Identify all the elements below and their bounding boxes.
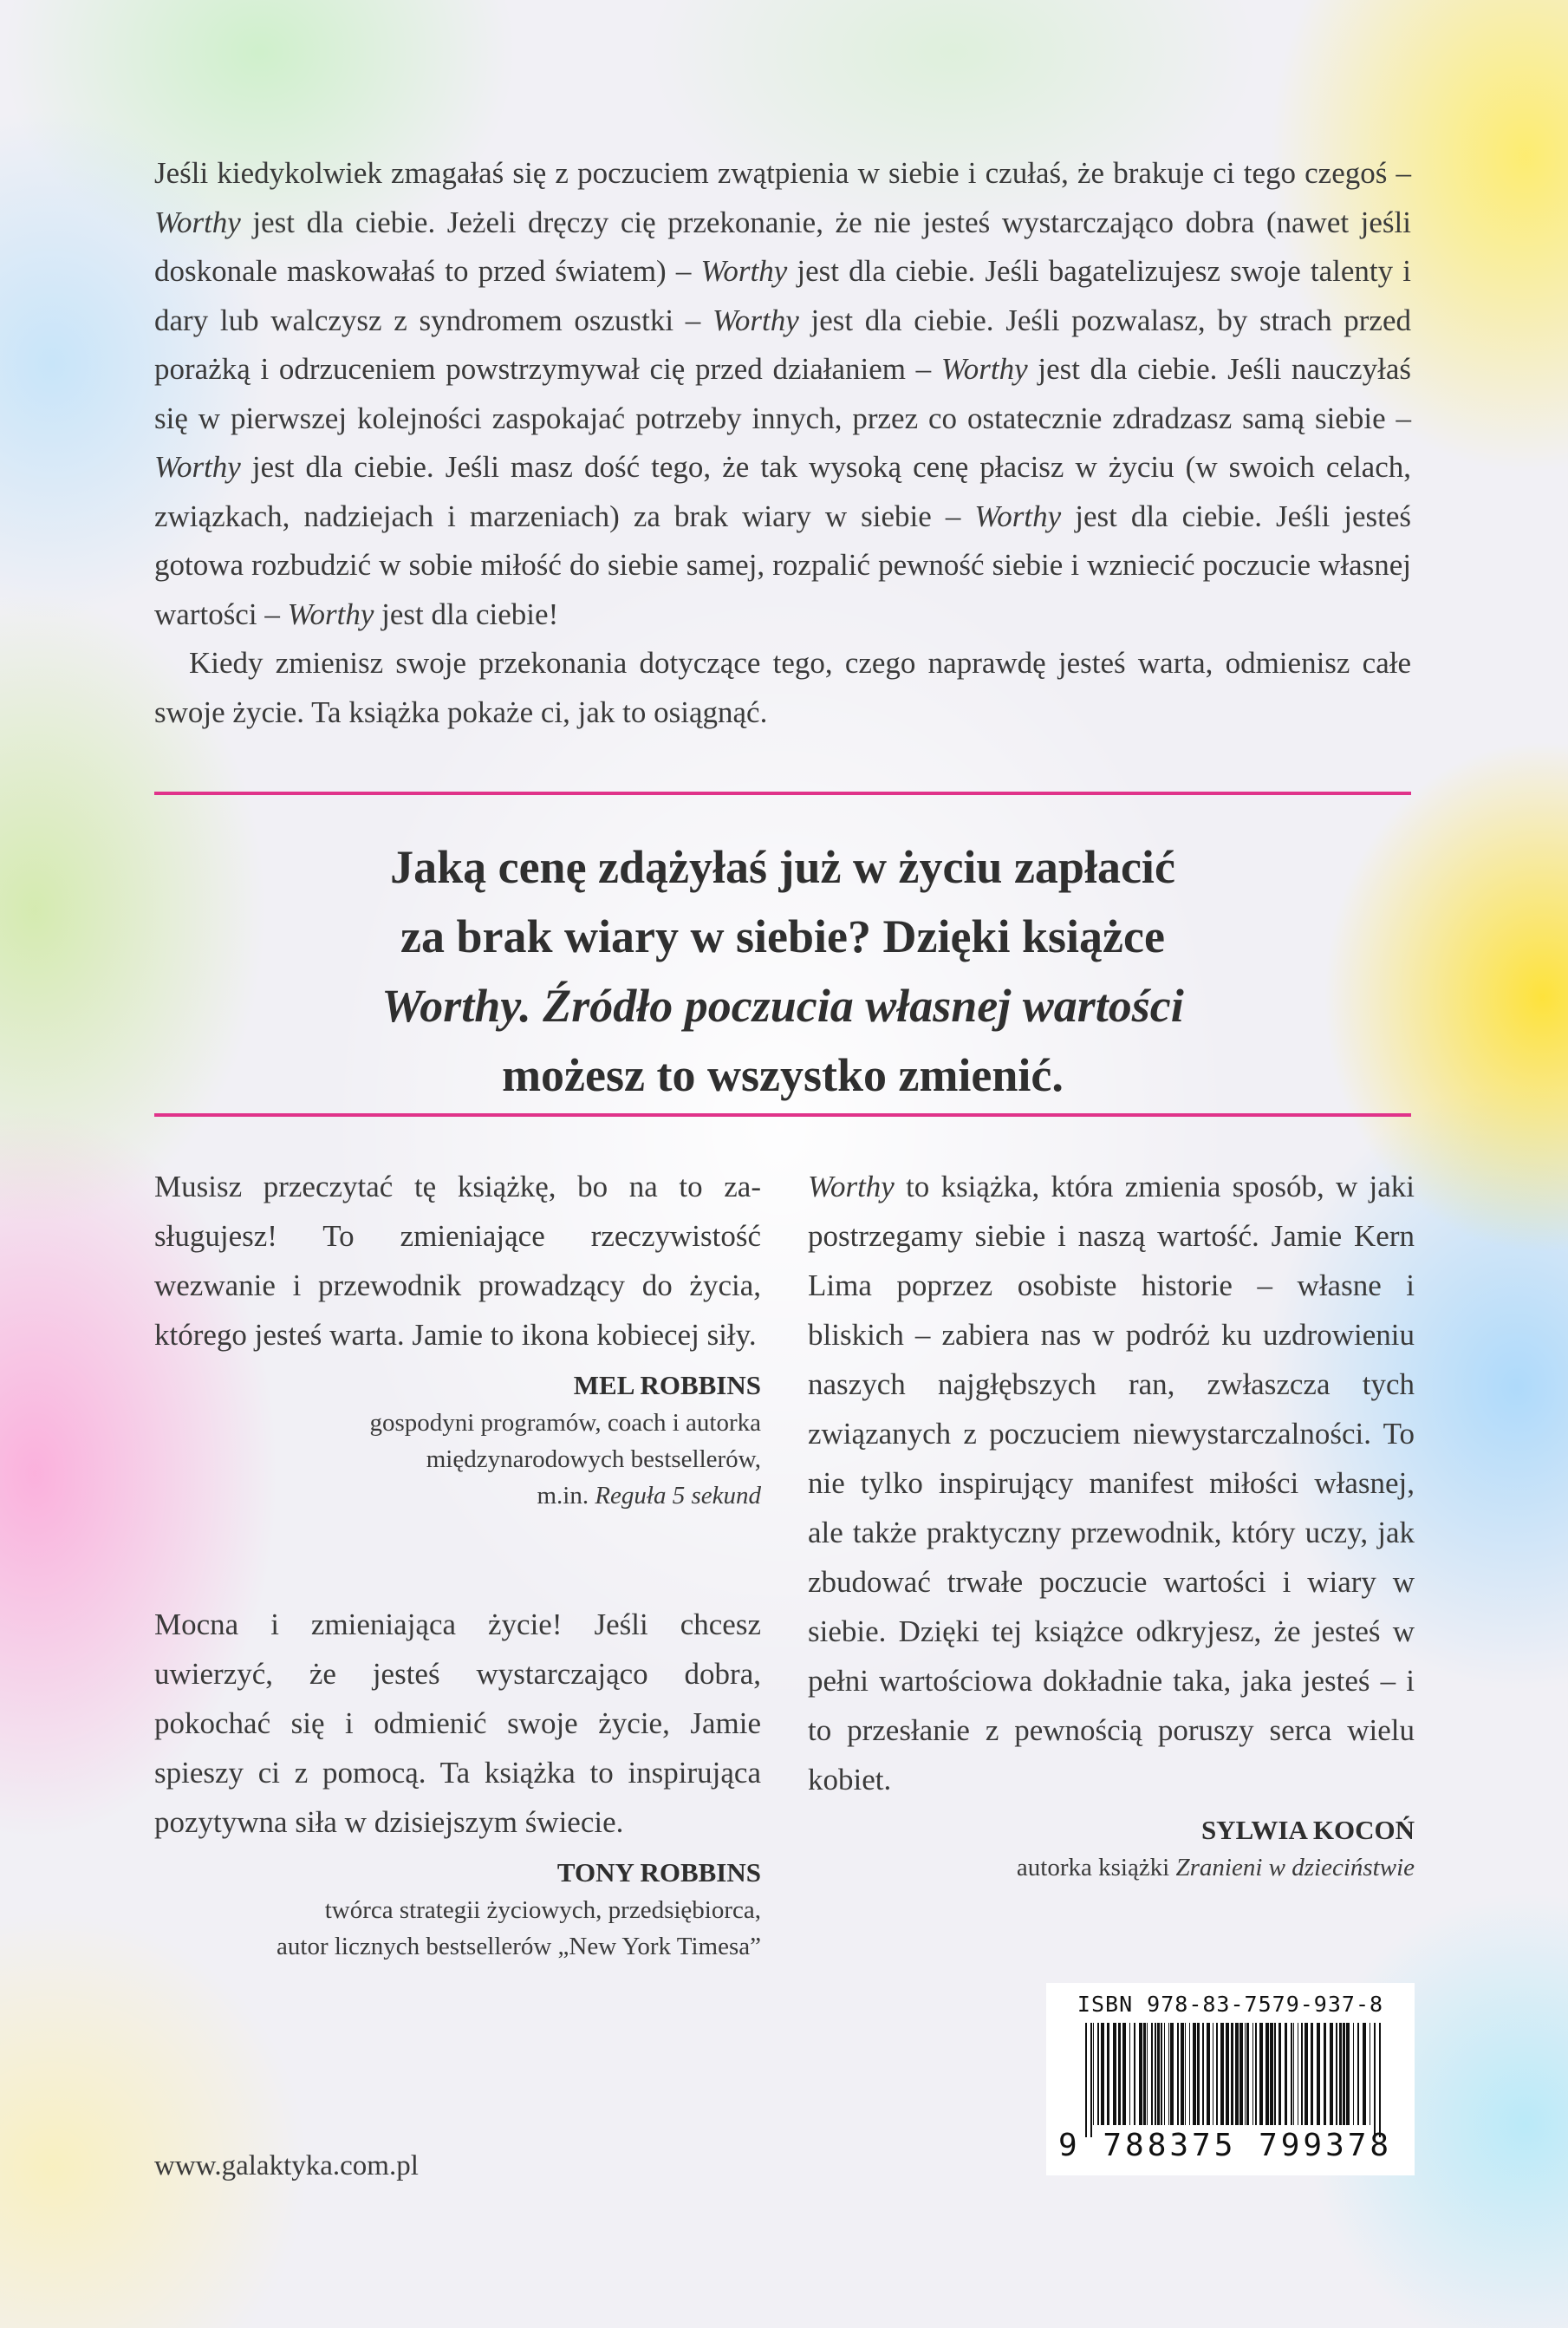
barcode-bar [1317, 2023, 1320, 2125]
barcode-bar [1139, 2023, 1142, 2125]
barcode-bar [1379, 2023, 1381, 2137]
barcode-bar [1216, 2023, 1218, 2125]
barcode-bar [1168, 2023, 1169, 2125]
intro-paragraph-2: Kiedy zmienisz swoje przekonania dotyczące tego, czego naprawdę jesteś warta, odmienisz całe swoje życie. Ta książka pokaże ci, jak to osiągnąć. [154, 646, 1411, 729]
barcode-bar [1164, 2023, 1165, 2125]
barcode-bar [1374, 2023, 1376, 2137]
barcode-bar [1311, 2023, 1313, 2125]
barcode-bar [1101, 2023, 1104, 2125]
intro-paragraph-1: Jeśli kiedykolwiek zmagałaś się z poczuciem zwątpienia w siebie i czułaś, że brakuje ci tego czegoś – Worthy jest dla ciebie. Jeżeli dręczy cię przekonanie, że nie jesteś wystarczająco dobra (nawet jeśli doskonale maskowałaś to przed światem) – Worthy jest dla ciebie. Jeśli bagatelizujesz swoje talenty i dary lub walczysz z syndromem oszustki – Worthy jest dla ciebie. Jeśli pozwalasz, by strach przed porażką i odrzuceniem powstrzymywał cię przed działaniem – Worthy jest dla ciebie. Jeśli nauczyłaś się w pierwszej kolejności zaspokajać potrzeby innych, przez co ostatecznie zdradzasz samą siebie – Worthy jest dla ciebie. Jeśli masz dość tego, że tak wysoką cenę płacisz w życiu (w swoich celach, związkach, nadziejach i marzeniach) za brak wiary w siebie – Worthy jest dla ciebie. Jeśli jesteś gotowa rozbudzić w sobie miłość do siebie samej, rozpalić pewność siebie i wzniecić poczucie własnej wartości – Worthy jest dla ciebie! [154, 156, 1411, 631]
publisher-website: www.galaktyka.com.pl [154, 2150, 419, 2181]
quote-author: MEL ROBBINS [573, 1370, 761, 1400]
barcode-bar [1202, 2023, 1204, 2125]
barcode-bar [1324, 2023, 1326, 2125]
divider-bottom [154, 1113, 1411, 1117]
quote-text: Mocna i zmieniająca życie! Jeśli chcesz uwierzyć, że jesteś wystarczająco dobra, pokochać się i odmienić swoje życie, Jamie spieszy ci z pomocą. Ta książka to inspirująca pozytywna siła w dzisiejszym świecie. [154, 1607, 761, 1839]
barcode-bar [1235, 2023, 1239, 2125]
quote-author-desc-2: autor licznych bestsellerów „New York Timesa” [277, 1933, 761, 1960]
barcode-bar [1093, 2023, 1094, 2125]
barcode-bar [1265, 2023, 1269, 2125]
barcode-bar [1245, 2023, 1246, 2125]
isbn-text: ISBN 978-83-7579-937-8 [1077, 1992, 1384, 2017]
barcode-bar [1226, 2023, 1229, 2125]
barcode-bar [1293, 2023, 1294, 2125]
barcode-bar [1255, 2023, 1257, 2125]
barcode-bar [1252, 2023, 1253, 2125]
barcode-bar [1185, 2023, 1186, 2125]
barcode-bar [1193, 2023, 1196, 2125]
callout-line-2: za brak wiary w siebie? Dzięki książce [400, 910, 1165, 962]
barcode-bar [1336, 2023, 1337, 2125]
barcode-bar [1177, 2023, 1179, 2125]
callout-heading [154, 832, 1411, 1110]
barcode-bars [1059, 2023, 1402, 2137]
barcode-bar [1270, 2023, 1273, 2125]
barcode-bar [1343, 2023, 1345, 2125]
barcode-bar [1155, 2023, 1156, 2125]
barcode-bar [1304, 2023, 1308, 2125]
callout-line-3: Worthy. Źródło poczucia własnej wartości [381, 980, 1184, 1032]
intro-text [154, 149, 1411, 737]
barcode-bar [1097, 2023, 1099, 2125]
barcode-bar [1134, 2023, 1135, 2125]
barcode-bar [1259, 2023, 1263, 2125]
barcode-bar [1170, 2023, 1174, 2125]
barcode-bar [1246, 2023, 1249, 2125]
quote-author-desc-1: twórca strategii życiowych, przedsiębiorca, [324, 1896, 761, 1924]
quote-author-desc-1: gospodyni programów, coach i autorka [369, 1409, 761, 1437]
barcode-bar [1285, 2023, 1287, 2125]
barcode-bar [1220, 2023, 1224, 2125]
barcode-bar [1353, 2023, 1354, 2125]
barcode-bar [1147, 2023, 1148, 2125]
quote-author-desc-2: międzynarodowych bestsellerów, [426, 1445, 761, 1473]
quote-author-desc: autorka książki Zranieni w dzieciństwie [1016, 1854, 1415, 1881]
barcode-bar [1122, 2023, 1126, 2125]
barcode-bar [1197, 2023, 1200, 2125]
barcode-bar [1090, 2023, 1092, 2137]
divider-top [154, 792, 1411, 795]
barcode-bar [1291, 2023, 1292, 2125]
barcode-bar [1346, 2023, 1350, 2125]
barcode-bar [1151, 2023, 1153, 2125]
barcode-bar [1181, 2023, 1184, 2125]
callout-line-1: Jaką cenę zdążyłaś już w życiu zapłacić [390, 841, 1175, 893]
callout-line-4: możesz to wszystko zmienić. [502, 1049, 1064, 1101]
barcode-bar [1239, 2023, 1243, 2125]
barcode-bar [1113, 2023, 1116, 2125]
quote-mel-robbins [154, 1162, 761, 1514]
barcode-bar [1278, 2023, 1281, 2125]
quote-text: Musisz przeczytać tę książkę, bo na to zasługujesz! To zmieniające rzeczywistość wezwanie i przewodnik prowadzący do życia, którego jesteś warta. Jamie to ikona kobiecej siły. [154, 1170, 761, 1352]
quote-tony-robbins [154, 1600, 761, 1965]
barcode-bar [1357, 2023, 1359, 2125]
barcode-bar [1157, 2023, 1160, 2125]
quote-sylwia-kocon [808, 1162, 1415, 1886]
barcode-bar [1143, 2023, 1146, 2125]
barcode-bar [1161, 2023, 1162, 2125]
barcode-bar [1363, 2023, 1366, 2125]
quote-text: Worthy to książka, która zmienia sposób, w jaki postrzegamy siebie i naszą wartość. Jamie Kern Lima poprzez osobiste historie – własne i bliskich – zabiera nas w podróż ku uzdrowieniu naszych najgłębszych ran, zwłaszcza tych związanych z poczuciem niewystarczalności. To nie tylko inspirujący manifest miłości własnej, ale także praktyczny przewodnik, który uczy, jak zbudować trwałe poczucie wartości i wiary w siebie. Dzięki tej książce odkryjesz, że jesteś w pełni wartościowa dokładnie taka, jaka jesteś – i to przesłanie z pewnością poruszy serca wielu kobiet. [808, 1170, 1415, 1797]
barcode-bar [1207, 2023, 1210, 2125]
barcode-bar [1231, 2023, 1233, 2125]
ean-digits: 9 788375 799378 [1058, 2128, 1393, 2163]
quote-author: SYLWIA KOCOŃ [1200, 1815, 1415, 1845]
barcode-bar [1107, 2023, 1109, 2125]
barcode-bar [1085, 2023, 1087, 2137]
barcode-bar [1129, 2023, 1130, 2125]
barcode-bar [1274, 2023, 1276, 2125]
quote-author-desc-3: m.in. Reguła 5 sekund [537, 1482, 761, 1510]
isbn-barcode [1046, 1983, 1415, 2175]
barcode-bar [1301, 2023, 1303, 2125]
barcode-bar [1118, 2023, 1121, 2125]
barcode-bar [1330, 2023, 1333, 2125]
barcode-bar [1339, 2023, 1342, 2125]
barcode-bar [1189, 2023, 1190, 2125]
quote-author: TONY ROBBINS [556, 1857, 761, 1888]
